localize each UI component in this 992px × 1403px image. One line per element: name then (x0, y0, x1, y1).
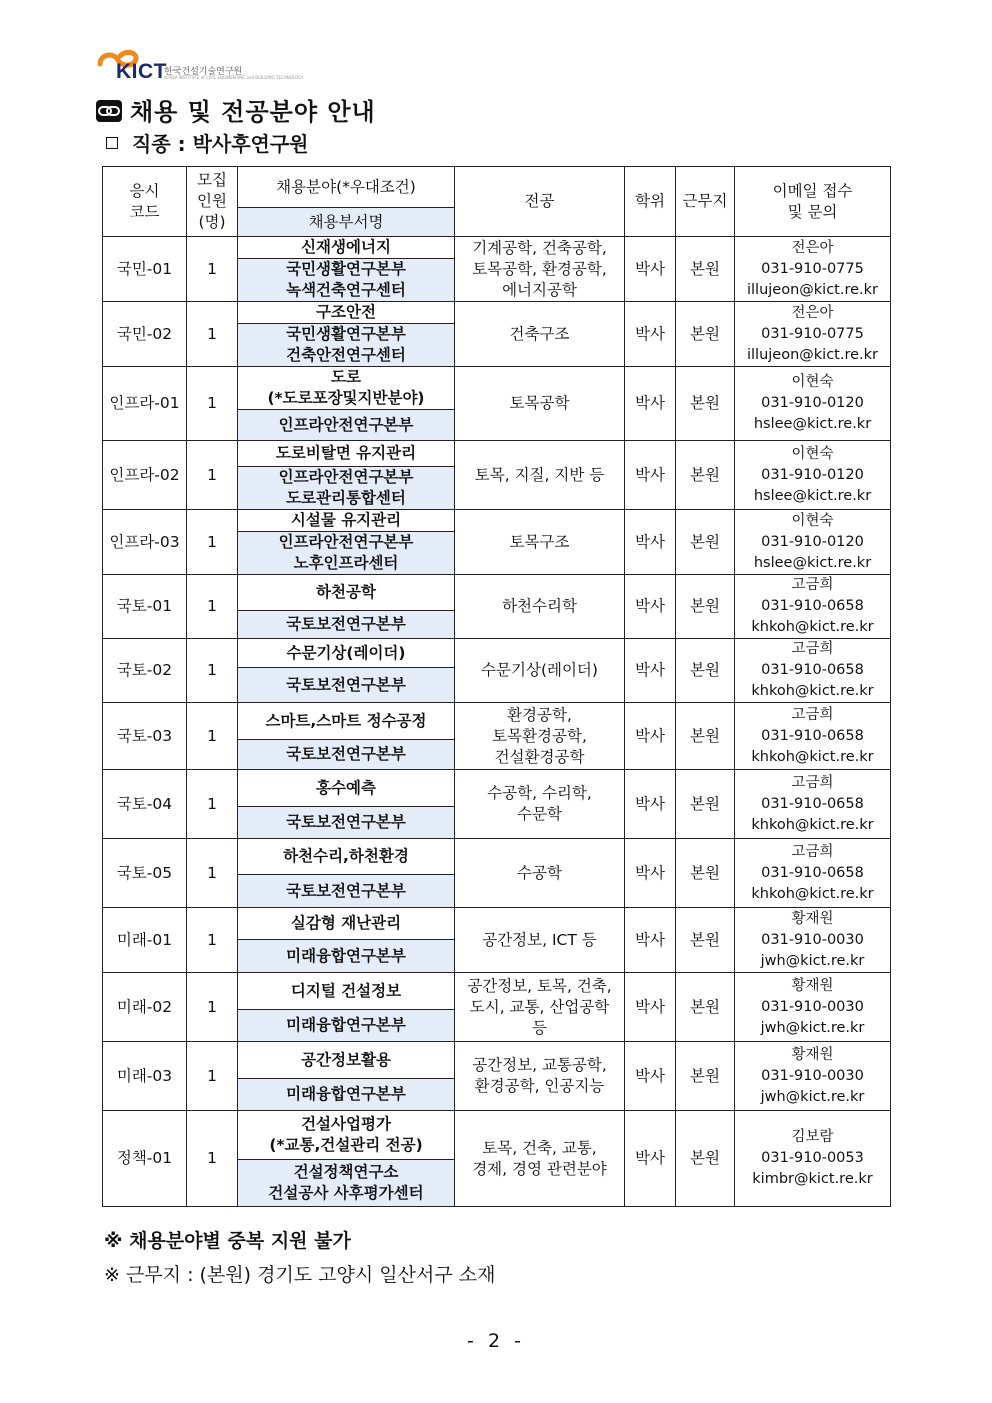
table-row (103, 639, 891, 668)
table-row (103, 575, 891, 611)
cell-dept: 국토보전연구본부 (238, 740, 455, 770)
contact-name: 고금희 (791, 641, 834, 657)
cell-dept: 국토보전연구본부 (238, 611, 455, 639)
contact-email[interactable]: jwh@kict.re.kr (760, 1088, 865, 1105)
table-row (103, 703, 891, 740)
note-workplace-text: 근무지 : (본원) 경기도 고양시 일산서구 소재 (125, 1264, 496, 1286)
cell-contact (735, 367, 891, 441)
cell-location: 본원 (676, 510, 735, 575)
header-major: 전공 (455, 167, 625, 237)
cell-code: 인프라-03 (103, 510, 187, 575)
contact-name: 황재원 (791, 1046, 834, 1063)
cell-count: 1 (187, 639, 238, 703)
checkbox-square-icon (106, 137, 118, 149)
cell-code: 국토-04 (103, 770, 187, 839)
cell-degree: 박사 (625, 839, 676, 908)
contact-email[interactable]: hslee@kict.re.kr (753, 554, 872, 571)
cell-code: 미래-03 (103, 1042, 187, 1111)
cell-dept: 국토보전연구본부 (238, 875, 455, 908)
note-no-duplicate-text: 채용분야별 중복 지원 불가 (129, 1230, 351, 1252)
contact-email[interactable]: illujeon@kict.re.kr (746, 281, 878, 298)
cell-field: 디지털 건설정보 (238, 973, 455, 1010)
cell-degree: 박사 (625, 770, 676, 839)
contact-phone: 031-910-0658 (761, 662, 864, 678)
cell-code: 정책-01 (103, 1111, 187, 1207)
cell-major: 공간정보, ICT 등 (455, 908, 625, 973)
contact-name: 고금희 (791, 706, 834, 723)
cell-major: 건축구조 (455, 302, 625, 367)
cell-field: 도로비탈면 유지관리 (238, 441, 455, 467)
cell-code: 국토-02 (103, 639, 187, 703)
cell-location: 본원 (676, 770, 735, 839)
header-contact: 이메일 접수 및 문의 (735, 167, 891, 237)
table-row (103, 237, 891, 259)
contact-phone: 031-910-0775 (761, 325, 864, 342)
cell-degree: 박사 (625, 1042, 676, 1111)
contact-phone: 031-910-0120 (761, 533, 864, 550)
header-dept: 채용부서명 (238, 208, 455, 237)
contact-name: 이현숙 (791, 374, 834, 390)
job-type-heading (106, 128, 308, 157)
cell-degree: 박사 (625, 639, 676, 703)
contact-name: 이현숙 (791, 512, 834, 529)
cell-code: 국토-03 (103, 703, 187, 770)
table-row (103, 839, 891, 875)
contact-phone: 031-910-0658 (761, 727, 864, 744)
contact-email[interactable]: khkoh@kict.re.kr (751, 619, 874, 635)
cell-major: 토목, 지질, 지반 등 (455, 441, 625, 510)
cell-contact (735, 1042, 891, 1111)
logo-org-name: 한국건설기술연구원 (164, 67, 243, 77)
table-row (103, 510, 891, 532)
cell-location: 본원 (676, 575, 735, 639)
cell-major: 토목구조 (455, 510, 625, 575)
contact-phone: 031-910-0030 (761, 1067, 864, 1084)
cell-contact (735, 703, 891, 770)
cell-dept: 건설정책연구소 건설공사 사후평가센터 (238, 1160, 455, 1207)
cell-degree: 박사 (625, 441, 676, 510)
cell-field: 건설사업평가 (*교통,건설관리 전공) (238, 1111, 455, 1160)
logo-brand: KICT (116, 60, 167, 83)
contact-phone: 031-910-0658 (761, 795, 864, 812)
contact-email[interactable]: illujeon@kict.re.kr (746, 346, 878, 363)
cell-location: 본원 (676, 973, 735, 1042)
contact-email[interactable]: khkoh@kict.re.kr (751, 885, 874, 902)
cell-field: 구조안전 (238, 302, 455, 324)
table-row (103, 367, 891, 410)
cell-location: 본원 (676, 839, 735, 908)
cell-code: 인프라-02 (103, 441, 187, 510)
contact-email[interactable]: jwh@kict.re.kr (760, 952, 865, 969)
cell-count: 1 (187, 1042, 238, 1111)
cell-contact (735, 908, 891, 973)
cell-dept: 국토보전연구본부 (238, 668, 455, 703)
contact-email[interactable]: khkoh@kict.re.kr (751, 748, 874, 765)
contact-email[interactable]: khkoh@kict.re.kr (751, 816, 874, 833)
cell-degree: 박사 (625, 973, 676, 1042)
cell-major: 토목, 건축, 교통, 경제, 경영 관련분야 (455, 1111, 625, 1207)
table-row (103, 973, 891, 1010)
header-field: 채용분야(*우대조건) (238, 167, 455, 208)
cell-major: 공간정보, 교통공학, 환경공학, 인공지능 (455, 1042, 625, 1111)
contact-name: 전은아 (791, 239, 834, 256)
cell-location: 본원 (676, 908, 735, 973)
cell-major: 공간정보, 토목, 건축, 도시, 교통, 산업공학 등 (455, 973, 625, 1042)
cell-degree: 박사 (625, 1111, 676, 1207)
cell-major: 기계공학, 건축공학, 토목공학, 환경공학, 에너지공학 (455, 237, 625, 302)
cell-degree: 박사 (625, 237, 676, 302)
contact-email[interactable]: jwh@kict.re.kr (760, 1019, 865, 1036)
table-row (103, 908, 891, 940)
cell-count: 1 (187, 367, 238, 441)
cell-field: 하천수리,하천환경 (238, 839, 455, 875)
cell-code: 국토-01 (103, 575, 187, 639)
contact-name: 전은아 (791, 304, 834, 321)
note-no-duplicate (104, 1226, 351, 1253)
note-mark: ※ (104, 1264, 120, 1286)
table-row (103, 1042, 891, 1079)
cell-major: 하천수리학 (455, 575, 625, 639)
contact-name: 김보람 (791, 1129, 834, 1145)
contact-phone: 031-910-0120 (761, 395, 864, 411)
cell-degree: 박사 (625, 510, 676, 575)
contact-email[interactable]: khkoh@kict.re.kr (751, 683, 874, 699)
cell-contact (735, 441, 891, 510)
contact-phone: 031-910-0658 (761, 864, 864, 881)
cell-dept: 인프라안전연구본부 노후인프라센터 (238, 532, 455, 575)
cell-location: 본원 (676, 1111, 735, 1207)
header-degree: 학위 (625, 167, 676, 237)
cell-contact (735, 1111, 891, 1207)
cell-field: 수문기상(레이더) (238, 639, 455, 668)
cell-degree: 박사 (625, 908, 676, 973)
cell-contact (735, 839, 891, 908)
cell-count: 1 (187, 908, 238, 973)
cell-count: 1 (187, 839, 238, 908)
header-count: 모집 인원 (명) (187, 167, 238, 237)
cell-dept: 미래융합연구본부 (238, 1010, 455, 1042)
cell-major: 토목공학 (455, 367, 625, 441)
contact-phone: 031-910-0120 (761, 466, 864, 483)
cell-contact (735, 639, 891, 703)
cell-major: 수공학 (455, 839, 625, 908)
cell-contact (735, 973, 891, 1042)
cell-field: 스마트,스마트 정수공정 (238, 703, 455, 740)
cell-dept: 인프라안전연구본부 (238, 410, 455, 441)
cell-count: 1 (187, 575, 238, 639)
contact-name: 고금희 (791, 843, 834, 860)
cell-degree: 박사 (625, 302, 676, 367)
cell-dept: 미래융합연구본부 (238, 940, 455, 973)
cell-code: 미래-02 (103, 973, 187, 1042)
contact-email[interactable]: hslee@kict.re.kr (753, 487, 872, 504)
contact-phone: 031-910-0775 (761, 260, 864, 277)
page-title-text: 채용 및 전공분야 안내 (130, 98, 376, 126)
contact-email[interactable]: kimbr@kict.re.kr (752, 1171, 873, 1187)
table-row (103, 302, 891, 324)
cell-location: 본원 (676, 237, 735, 302)
cell-location: 본원 (676, 367, 735, 441)
cell-major: 수문기상(레이더) (455, 639, 625, 703)
cell-count: 1 (187, 703, 238, 770)
contact-phone: 031-910-0030 (761, 931, 864, 948)
cell-code: 인프라-01 (103, 367, 187, 441)
header-code: 응시 코드 (103, 167, 187, 237)
cell-dept: 미래융합연구본부 (238, 1079, 455, 1111)
cell-count: 1 (187, 510, 238, 575)
cell-field: 시설물 유지관리 (238, 510, 455, 532)
cell-count: 1 (187, 770, 238, 839)
contact-name: 황재원 (791, 977, 834, 994)
cell-count: 1 (187, 441, 238, 510)
contact-phone: 031-910-0030 (761, 998, 864, 1015)
cell-field: 도로 (*도로포장및지반분야) (238, 367, 455, 410)
cell-contact (735, 237, 891, 302)
contact-email[interactable]: hslee@kict.re.kr (753, 416, 872, 432)
cell-field: 신재생에너지 (238, 237, 455, 259)
cell-dept: 국민생활연구본부 건축안전연구센터 (238, 324, 455, 367)
note-workplace (104, 1260, 495, 1287)
cell-code: 미래-01 (103, 908, 187, 973)
cell-field: 홍수예측 (238, 770, 455, 807)
cell-degree: 박사 (625, 367, 676, 441)
cell-count: 1 (187, 237, 238, 302)
cell-contact (735, 575, 891, 639)
cell-contact (735, 770, 891, 839)
recruitment-table-body (103, 237, 891, 1207)
cell-field: 실감형 재난관리 (238, 908, 455, 940)
cell-location: 본원 (676, 703, 735, 770)
table-row (103, 1111, 891, 1160)
cell-location: 본원 (676, 639, 735, 703)
job-type-text: 직종 : 박사후연구원 (132, 132, 309, 156)
contact-name: 황재원 (791, 910, 834, 927)
logo-org-name-en: KOREA INSTITUTE of CIVIL ENGINEERING and BUILDING TECHNOLOGY (164, 75, 304, 80)
table-row (103, 770, 891, 807)
cell-dept: 국토보전연구본부 (238, 807, 455, 839)
cell-code: 국민-01 (103, 237, 187, 302)
cell-count: 1 (187, 1111, 238, 1207)
cell-dept: 인프라안전연구본부 도로관리통합센터 (238, 467, 455, 510)
page-number: - 2 - (467, 1330, 525, 1352)
cell-contact (735, 510, 891, 575)
cell-count: 1 (187, 973, 238, 1042)
cell-location: 본원 (676, 441, 735, 510)
cell-contact (735, 302, 891, 367)
cell-code: 국민-02 (103, 302, 187, 367)
contact-phone: 031-910-0658 (761, 598, 864, 614)
page-title (96, 92, 376, 127)
contact-phone: 031-910-0053 (761, 1150, 864, 1166)
contact-name: 고금희 (791, 577, 834, 593)
header-location: 근무지 (676, 167, 735, 237)
cell-count: 1 (187, 302, 238, 367)
contact-name: 고금희 (791, 774, 834, 791)
cell-code: 국토-05 (103, 839, 187, 908)
cell-dept: 국민생활연구본부 녹색건축연구센터 (238, 259, 455, 302)
cell-degree: 박사 (625, 703, 676, 770)
cell-field: 하천공학 (238, 575, 455, 611)
link-chain-icon (96, 100, 122, 122)
cell-major: 수공학, 수리학, 수문학 (455, 770, 625, 839)
table-row (103, 441, 891, 467)
contact-name: 이현숙 (791, 445, 834, 462)
cell-location: 본원 (676, 302, 735, 367)
cell-degree: 박사 (625, 575, 676, 639)
cell-location: 본원 (676, 1042, 735, 1111)
cell-major: 환경공학, 토목환경공학, 건설환경공학 (455, 703, 625, 770)
note-mark: ※ (104, 1230, 123, 1252)
cell-field: 공간정보활용 (238, 1042, 455, 1079)
recruitment-table (102, 166, 891, 1207)
